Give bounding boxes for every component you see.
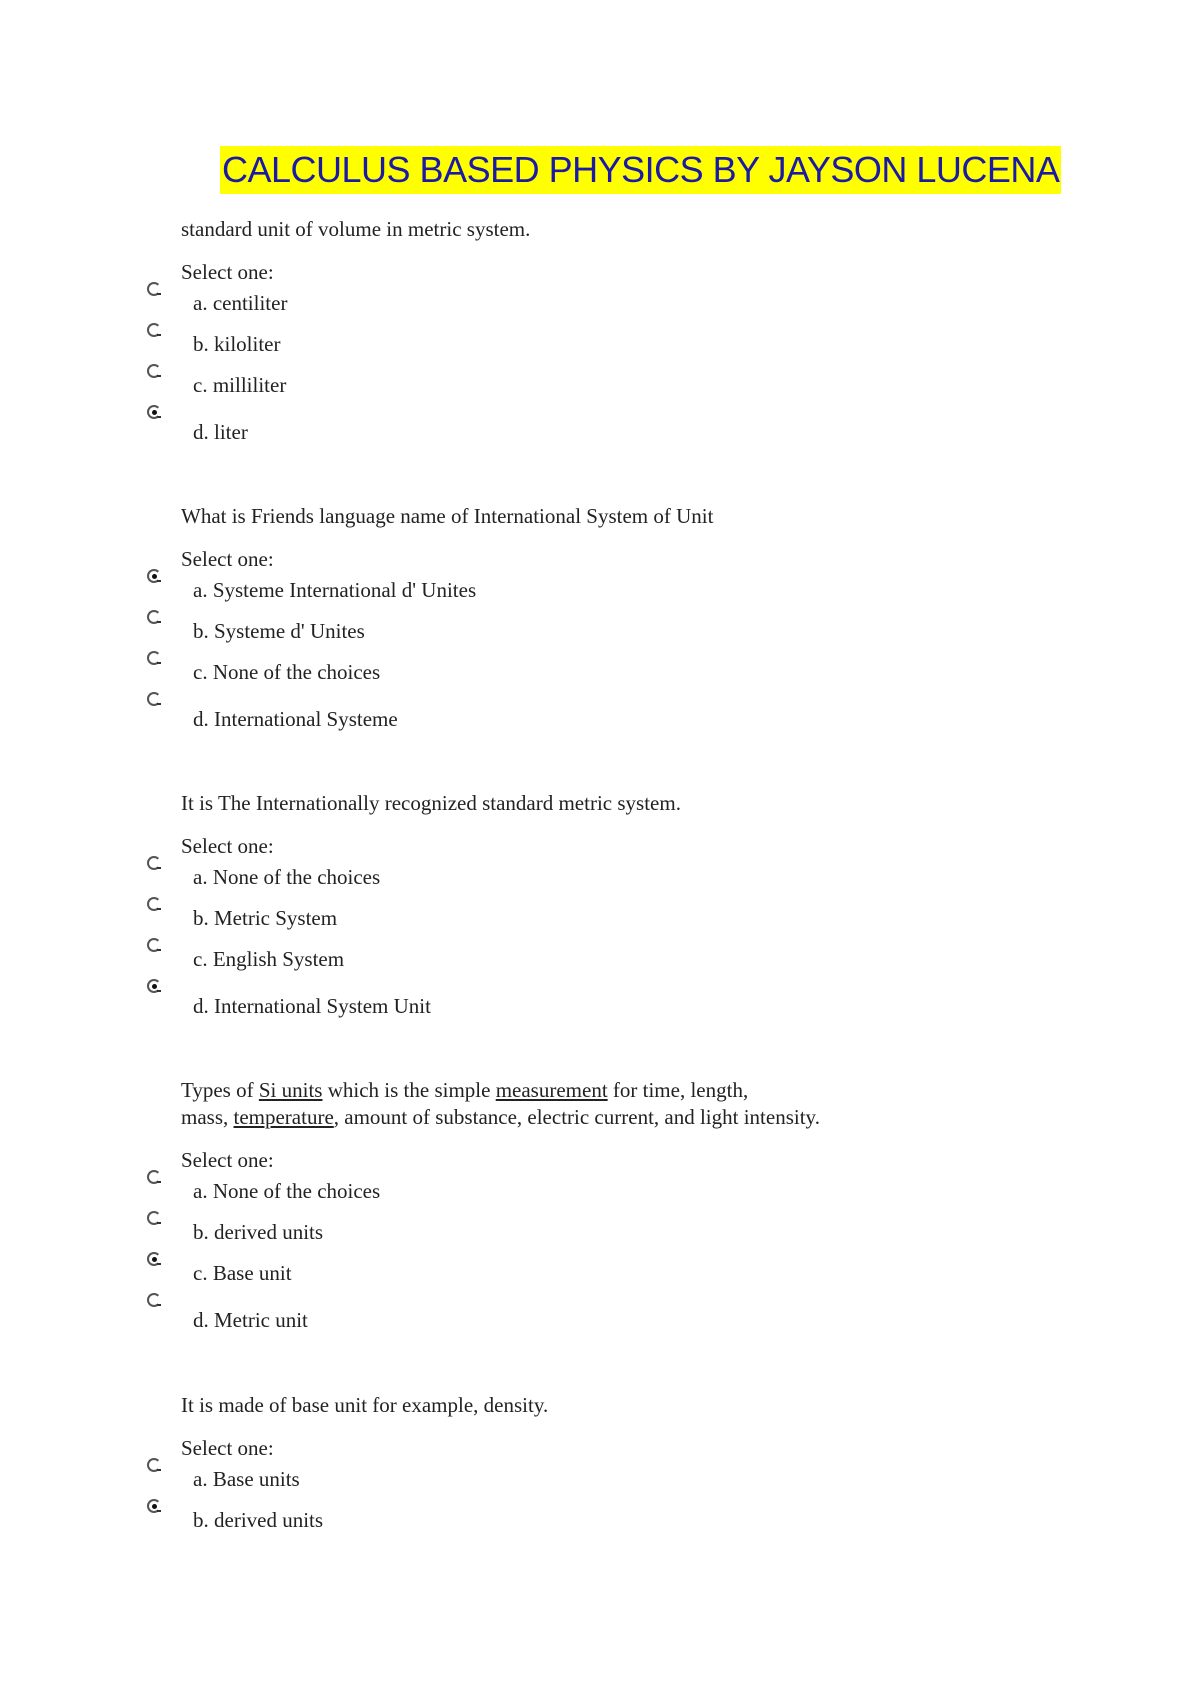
option-d[interactable]: [181, 696, 1081, 743]
select-one-label: Select one:: [181, 1436, 274, 1460]
option-label: d. International Systeme: [193, 707, 398, 731]
option-label: c. English System: [193, 947, 345, 971]
radio-button[interactable]: [147, 1170, 161, 1184]
option-b[interactable]: [181, 1503, 1081, 1544]
radio-button[interactable]: [147, 1293, 161, 1307]
option-label: a. Systeme International d' Unites: [193, 578, 477, 602]
prompt-text: , amount of substance, electric current, and light intensity.: [333, 1105, 820, 1129]
question-prompt: standard unit of volume in metric system.: [181, 217, 531, 241]
options-list: [181, 1462, 1081, 1544]
question-prompt: [181, 1077, 1081, 1131]
link-measurement[interactable]: measurement: [495, 1078, 608, 1102]
option-c[interactable]: [181, 1256, 1081, 1297]
radio-button[interactable]: [147, 282, 161, 296]
option-a[interactable]: [181, 1462, 1081, 1503]
option-label: b. derived units: [193, 1220, 324, 1244]
options-list: [181, 573, 1081, 743]
radio-button[interactable]: [147, 651, 161, 665]
radio-button[interactable]: [147, 1252, 161, 1266]
prompt-text: Types of: [181, 1078, 259, 1102]
radio-button[interactable]: [147, 979, 161, 993]
radio-button[interactable]: [147, 897, 161, 911]
question-2: [181, 503, 1081, 743]
radio-button[interactable]: [147, 1499, 161, 1513]
title-block: [220, 146, 1060, 194]
option-b[interactable]: [181, 327, 1081, 368]
option-d[interactable]: [181, 983, 1081, 1030]
option-label: a. Base units: [193, 1467, 300, 1491]
select-one-label: Select one:: [181, 1148, 274, 1172]
link-si-units[interactable]: Si units: [258, 1078, 323, 1102]
option-c[interactable]: [181, 942, 1081, 983]
prompt-text: mass,: [181, 1105, 234, 1129]
option-label: d. Metric unit: [193, 1308, 308, 1332]
radio-button[interactable]: [147, 323, 161, 337]
option-a[interactable]: [181, 860, 1081, 901]
option-label: b. Systeme d' Unites: [193, 619, 365, 643]
option-label: b. Metric System: [193, 906, 338, 930]
prompt-text: for time, length,: [607, 1078, 749, 1102]
option-label: a. None of the choices: [193, 1179, 381, 1203]
option-b[interactable]: [181, 1215, 1081, 1256]
question-5: [181, 1392, 1081, 1544]
select-one-label: Select one:: [181, 260, 274, 284]
option-c[interactable]: [181, 655, 1081, 696]
option-a[interactable]: [181, 573, 1081, 614]
options-list: [181, 286, 1081, 456]
select-one-label: Select one:: [181, 834, 274, 858]
option-label: d. liter: [193, 420, 248, 444]
radio-button[interactable]: [147, 364, 161, 378]
option-label: c. None of the choices: [193, 660, 381, 684]
question-4: [181, 1077, 1081, 1344]
select-one-label: Select one:: [181, 547, 274, 571]
option-b[interactable]: [181, 614, 1081, 655]
option-label: c. Base unit: [193, 1261, 292, 1285]
radio-button[interactable]: [147, 569, 161, 583]
option-label: a. None of the choices: [193, 865, 381, 889]
option-label: b. kiloliter: [193, 332, 281, 356]
option-d[interactable]: [181, 409, 1081, 456]
question-1: [181, 216, 1081, 456]
radio-button[interactable]: [147, 1211, 161, 1225]
option-d[interactable]: [181, 1297, 1081, 1344]
option-label: b. derived units: [193, 1508, 324, 1532]
radio-button[interactable]: [147, 856, 161, 870]
question-prompt: What is Friends language name of International System of Unit: [181, 504, 714, 528]
options-list: [181, 1174, 1081, 1344]
radio-button[interactable]: [147, 938, 161, 952]
option-a[interactable]: [181, 1174, 1081, 1215]
options-list: [181, 860, 1081, 1030]
option-label: d. International System Unit: [193, 994, 431, 1018]
radio-button[interactable]: [147, 692, 161, 706]
link-temperature[interactable]: temperature: [233, 1105, 334, 1129]
prompt-text: which is the simple: [322, 1078, 496, 1102]
option-a[interactable]: [181, 286, 1081, 327]
page-title: CALCULUS BASED PHYSICS BY JAYSON LUCENA: [220, 146, 1061, 194]
radio-button[interactable]: [147, 610, 161, 624]
option-c[interactable]: [181, 368, 1081, 409]
option-b[interactable]: [181, 901, 1081, 942]
question-3: [181, 790, 1081, 1030]
question-prompt: It is made of base unit for example, density.: [181, 1393, 549, 1417]
radio-button[interactable]: [147, 1458, 161, 1472]
option-label: c. milliliter: [193, 373, 287, 397]
radio-button[interactable]: [147, 405, 161, 419]
question-prompt: It is The Internationally recognized standard metric system.: [181, 791, 681, 815]
option-label: a. centiliter: [193, 291, 288, 315]
